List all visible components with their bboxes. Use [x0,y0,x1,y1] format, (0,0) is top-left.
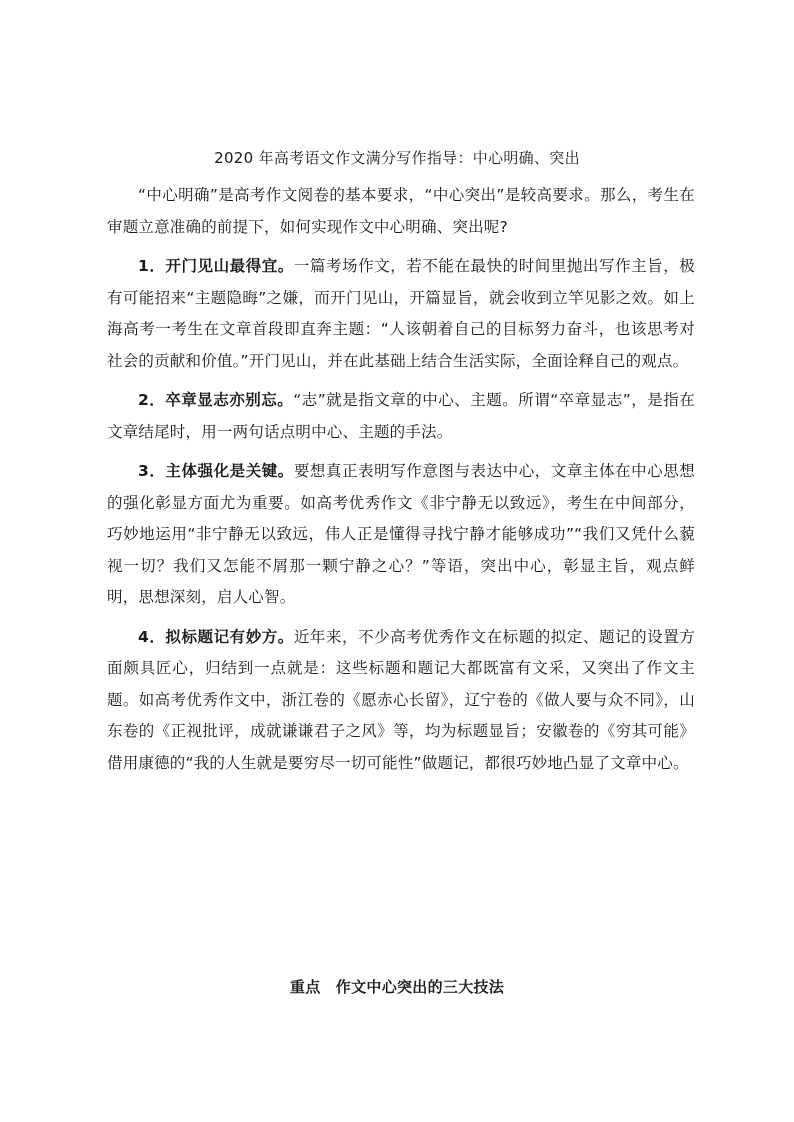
point-paragraph-1 [107,251,695,377]
intro-paragraph: “中心明确”是高考作文阅卷的基本要求，“中心突出”是较高要求。那么，考生在审题立意准确的前提下，如何实现作文中心明确、突出呢? [107,186,695,236]
point-text-3: 要想真正表明写作意图与表达中心，文章主体在中心思想的强化彰显方面尤为重要。如高考优秀作文《非宁静无以致远》，考生在中间部分，巧妙地运用“非宁静无以致远，伟人正是懂得寻找宁静才能够成功”“我们又凭什么藐视一切？我们又怎能不屑那一颗宁静之心？”等语，突出中心，彰显主旨，观点鲜明，思想深刻，启人心智。 [107,462,695,606]
point-lead-3: 3．主体强化是关键。 [138,462,294,480]
point-lead-1: 1．开门见山最得宜。 [138,257,294,275]
document-title: 2020 年高考语文作文满分写作指导：中心明确、突出 [214,149,580,167]
point-text-4: 近年来，不少高考优秀作文在标题的拟定、题记的设置方面颇具匠心，归结到一点就是：这些标题和题记大都既富有文采，又突出了作文主题。如高考优秀作文中，浙江卷的《愿赤心长留》，辽宁卷的《做人要与众不同》，山东卷的《正视批评，成就谦谦君子之风》等，均为标题显旨；安徽卷的《穷其可能》借用康德的“我的人生就是要穷尽一切可能性”做题记，都很巧妙地凸显了文章中心。 [107,627,695,772]
point-text-1: 一篇考场作文，若不能在最快的时间里抛出写作主旨，极有可能招来“主题隐晦”之嫌，而开门见山，开篇显旨，就会收到立竿见影之效。如上海高考一考生在文章首段即直奔主题：“人该朝着自己的目标努力奋斗，也该思考对社会的贡献和价值。”开门见山，并在此基础上结合生活实际，全面诠释自己的观点。 [107,257,695,370]
point-lead-4: 4．拟标题记有妙方。 [138,627,294,646]
point-text-2: “志”就是指文章的中心、主题。所谓“卒章显志”，是指在文章结尾时，用一两句话点明中心、主题的手法。 [107,391,695,441]
section-heading: 重点 作文中心突出的三大技法 [289,978,505,996]
point-paragraph-2 [107,385,695,448]
point-paragraph-3 [107,456,695,614]
point-paragraph-4 [107,622,695,780]
point-lead-2: 2．卒章显志亦别忘。 [138,391,294,409]
document-body [107,180,695,787]
